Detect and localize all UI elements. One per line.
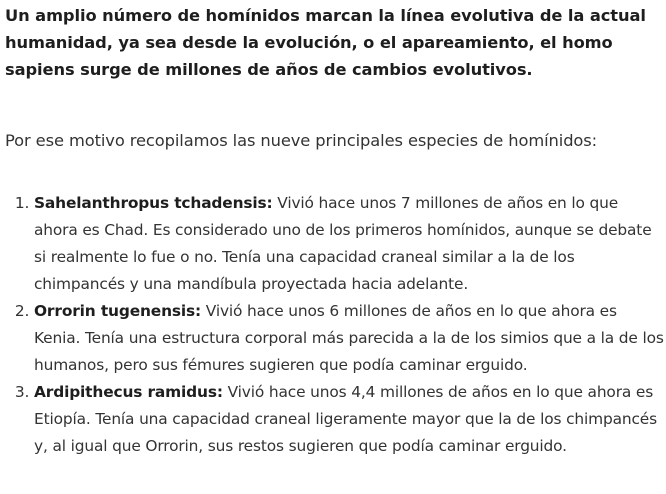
- species-description: Vivió hace unos 6 millones de años en lo que ahora es Kenia. Tenía una estructura corporal más parecida a la de los simios que a la de los humanos, pero sus fémures sugieren que podía caminar erguido.: [34, 302, 664, 374]
- list-item: [34, 298, 666, 379]
- species-name: Ardipithecus ramidus:: [34, 383, 223, 401]
- species-list: [5, 190, 666, 460]
- species-description: Vivió hace unos 4,4 millones de años en lo que ahora es Etiopía. Tenía una capacidad craneal ligeramente mayor que la de los chimpancés y, al igual que Orrorin, sus restos sugieren que podía caminar erguido.: [34, 383, 657, 455]
- species-name: Orrorin tugenensis:: [34, 302, 202, 320]
- species-description: Vivió hace unos 7 millones de años en lo que ahora es Chad. Es considerado uno de los primeros homínidos, aunque se debate si realmente lo fue o no. Tenía una capacidad craneal similar a la de los chimpancés y una mandíbula proyectada hacia adelante.: [34, 194, 652, 293]
- intro-paragraph: Un amplio número de homínidos marcan la línea evolutiva de la actual humanidad, ya sea desde la evolución, o el apareamiento, el homo sapiens surge de millones de años de cambios evolutivos.: [5, 6, 646, 79]
- lead-paragraph: Por ese motivo recopilamos las nueve principales especies de homínidos:: [5, 131, 598, 150]
- species-name: Sahelanthropus tchadensis:: [34, 194, 273, 212]
- list-item: [34, 190, 666, 298]
- list-item: [34, 379, 666, 460]
